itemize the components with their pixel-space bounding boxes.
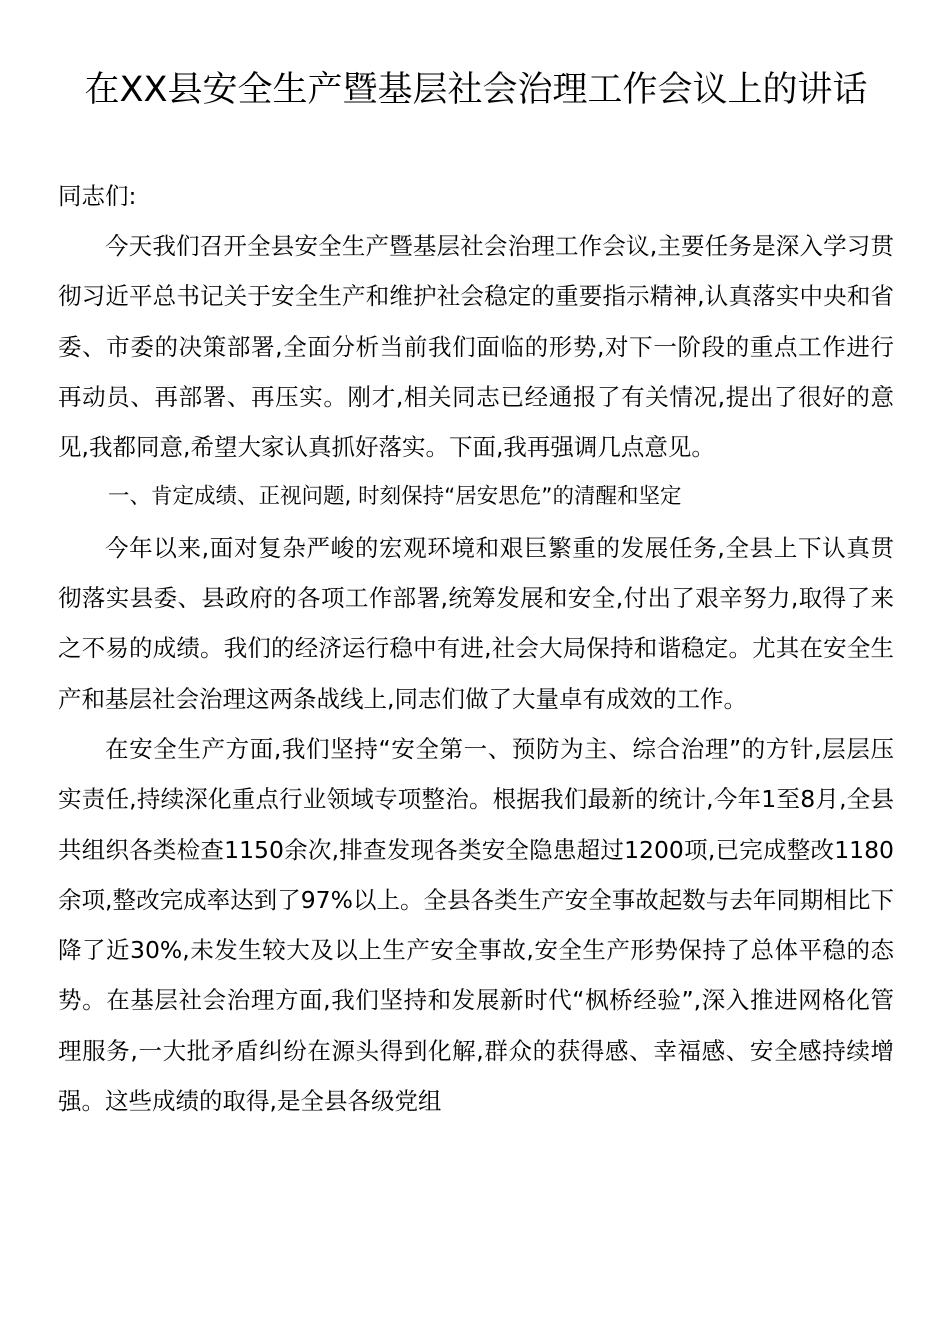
document-page — [58, 0, 894, 1126]
document-title: 在XX县安全生产暨基层社会治理工作会议上的讲话 — [84, 70, 868, 110]
section-heading: 一、肯定成绩、正视问题, 时刻保持“居安思危”的清醒和坚定 — [108, 484, 682, 510]
body-paragraph: 今年以来,面对复杂严峻的宏观环境和艰巨繁重的发展任务,全县上下认真贯彻落实县委、县政府的各项工作部署,统筹发展和安全,付出了艰辛努力,取得了来之不易的成绩。我们的经济运行稳中有进,社会大局保持和谐稳定。尤其在安全生产和基层社会治理这两条战线上,同志们做了大量卓有成效的工作。 — [58, 533, 894, 713]
intro-paragraph: 今天我们召开全县安全生产暨基层社会治理工作会议,主要任务是深入学习贯彻习近平总书记关于安全生产和维护社会稳定的重要指示精神,认真落实中央和省委、市委的决策部署,全面分析当前我们面临的形势,对下一阶段的重点工作进行再动员、再部署、再压实。刚才,相关同志已经通报了有关情况,提出了很好的意见,我都同意,希望大家认真抓好落实。下面,我再强调几点意见。 — [58, 232, 894, 462]
salutation: 同志们: — [58, 182, 137, 210]
body-paragraph: 在安全生产方面,我们坚持“安全第一、预防为主、综合治理”的方针,层层压实责任,持续深化重点行业领域专项整治。根据我们最新的统计,今年1至8月,全县共组织各类检查1150余次,排查发现各类安全隐患超过1200项,已完成整改1180余项,整改完成率达到了97%以上。全县各类生产安全事故起数与去年同期相比下降了近30%,未发生较大及以上生产安全事故,安全生产形势保持了总体平稳的态势。在基层社会治理方面,我们坚持和发展新时代“枫桥经验”,深入推进网格化管理服务,一大批矛盾纠纷在源头得到化解,群众的获得感、幸福感、安全感持续增强。这些成绩的取得,是全县各级党组 — [58, 734, 894, 1116]
